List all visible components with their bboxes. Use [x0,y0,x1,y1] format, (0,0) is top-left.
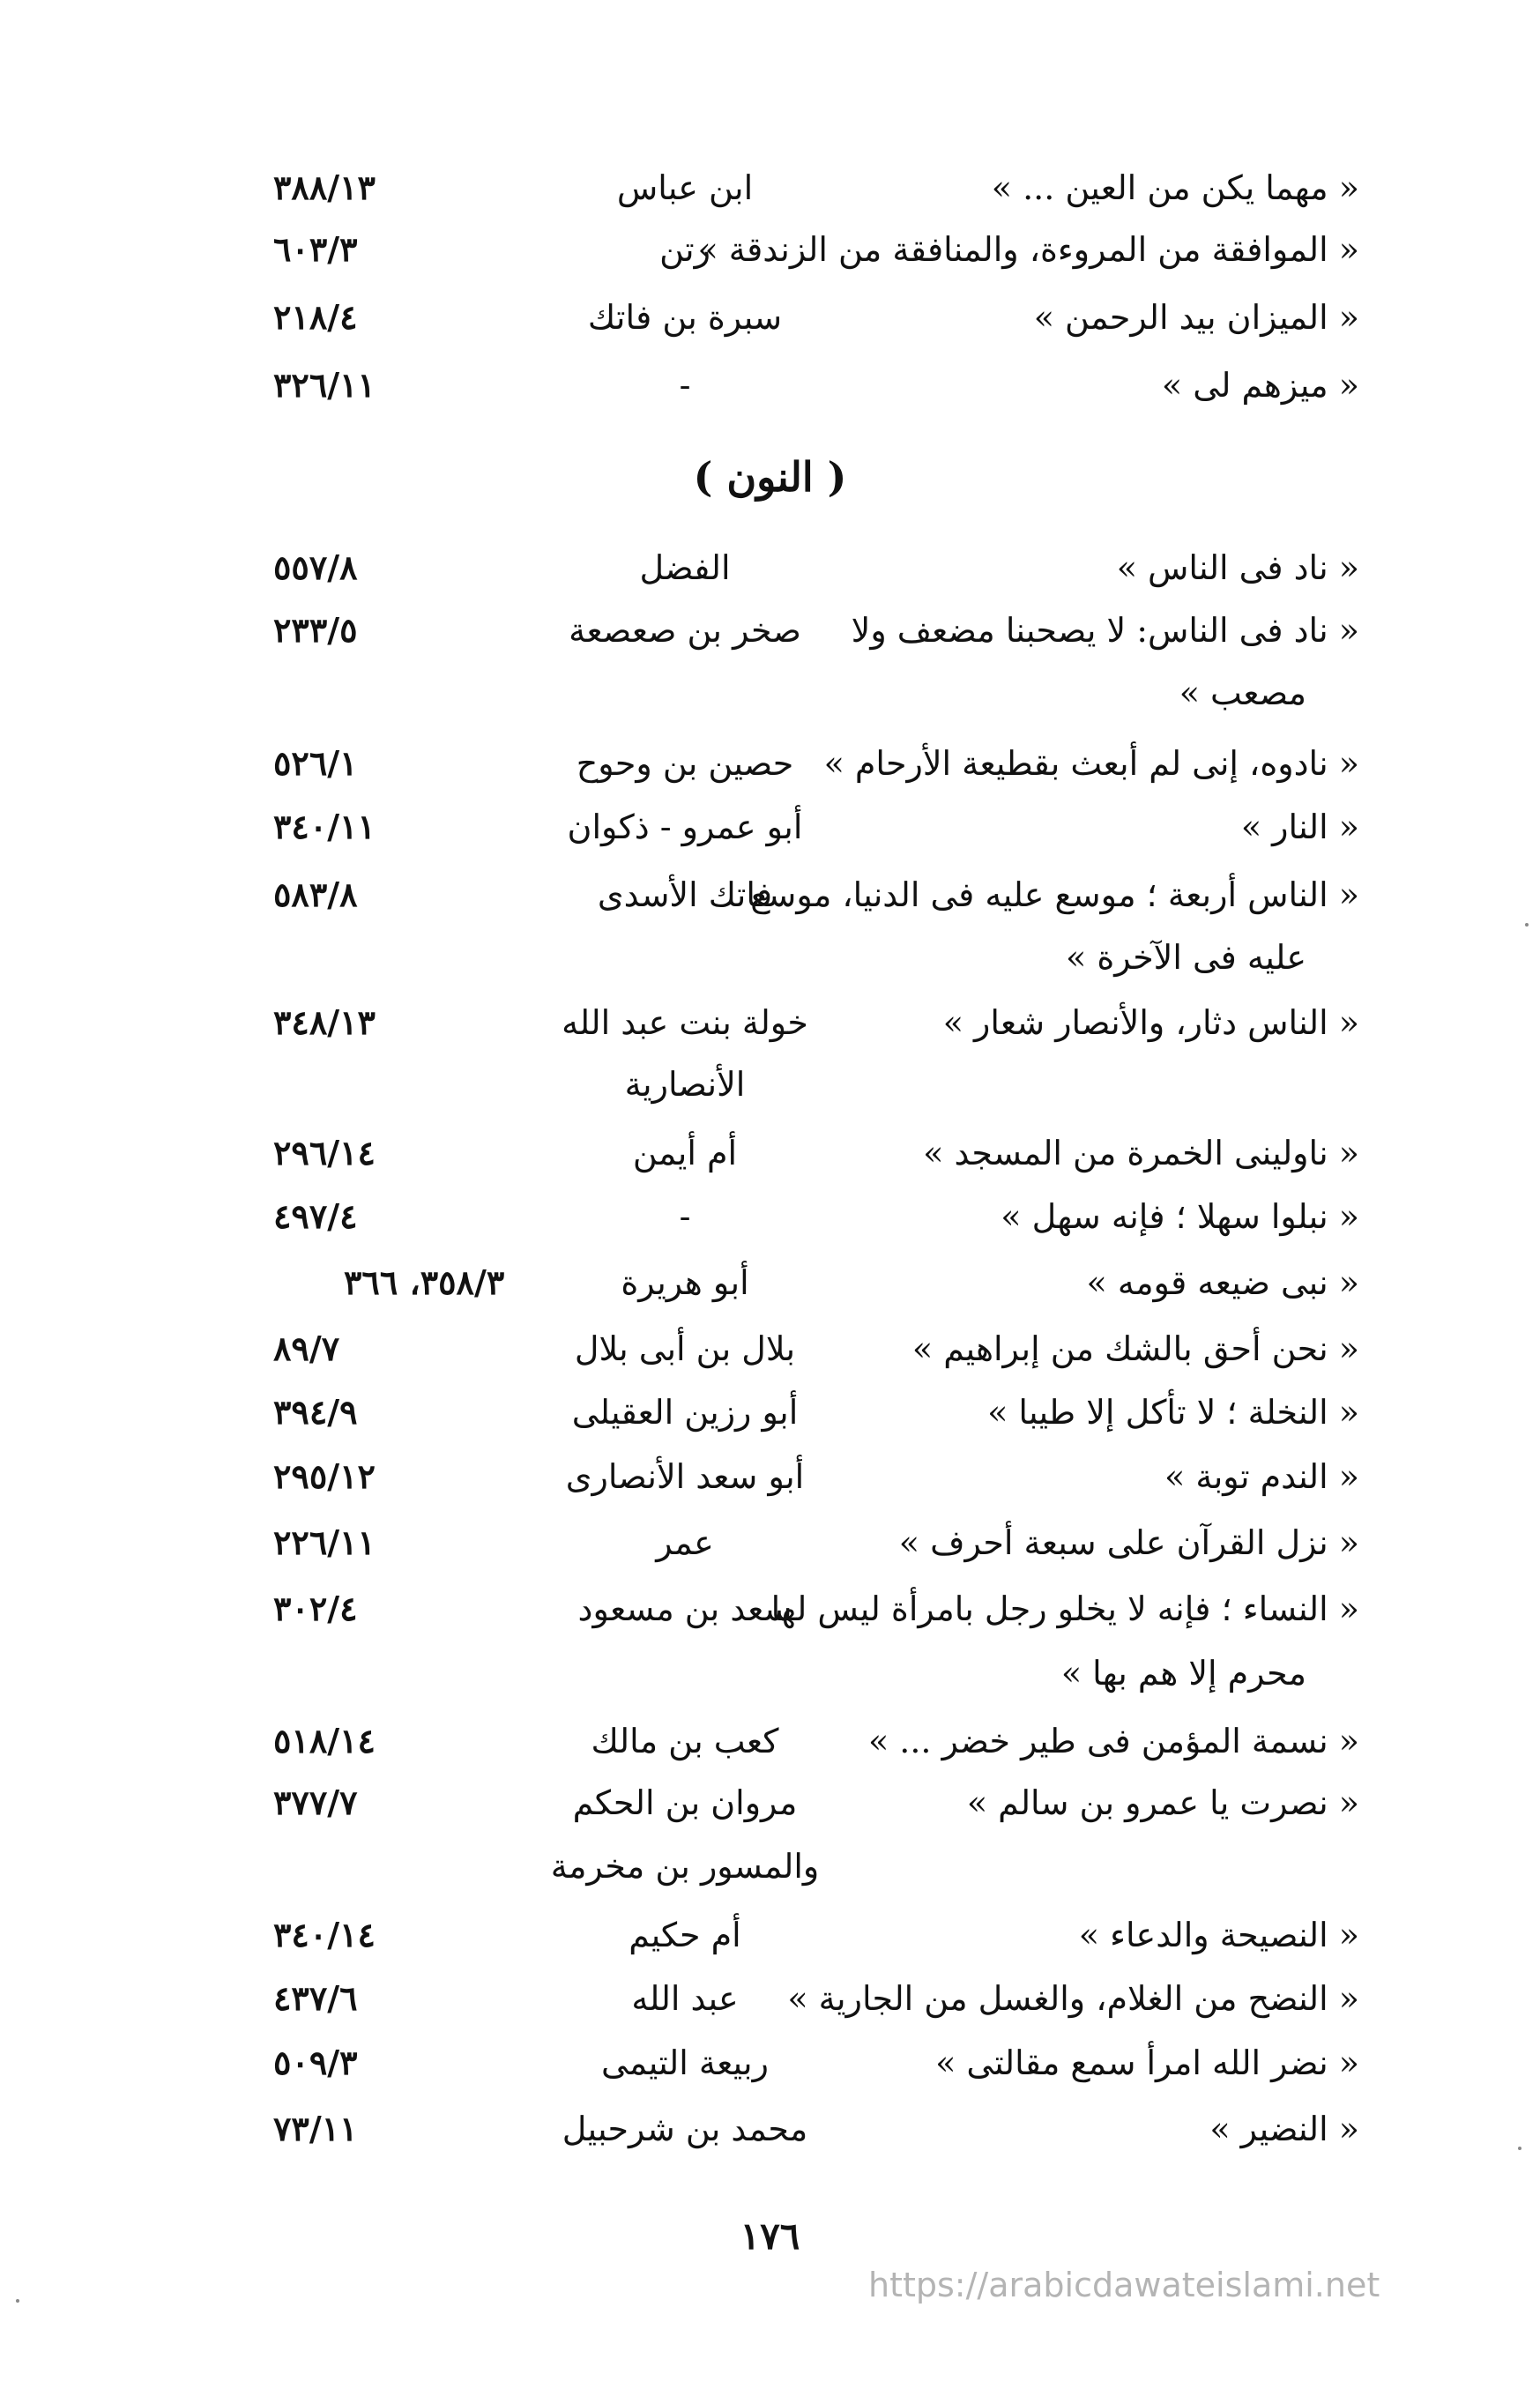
table-row [0,2036,1540,2089]
narrator: أم أيمن [632,1134,738,1172]
hadith-text-continued: محرم إلا هم بها » [1060,1654,1306,1693]
hadith-text: « ميزهم لى » [1161,366,1359,405]
narrator: أم حكيم [629,1916,741,1954]
scan-speck [1525,923,1529,927]
watermark-url: https://arabicdawateislami.net [868,2266,1380,2304]
reference: ٣٩٤/٩ [273,1392,358,1432]
narrator: حصين بن وحوح [576,744,794,783]
hadith-text: « ناد فى الناس: لا يصحبنا مضعف ولا [851,611,1359,650]
table-row [0,359,1540,412]
reference: ٥٨٣/٨ [273,875,358,914]
reference: ٣٠٢/٤ [273,1589,358,1628]
reference: ٨٩/٧ [273,1329,340,1368]
table-row [0,1322,1540,1375]
hadith-text: « ناولينى الخمرة من المسجد » [923,1134,1359,1172]
reference: ٢٩٦/١٤ [273,1133,376,1172]
reference: ٣٢٦/١١ [273,365,376,405]
hadith-text-continued: عليه فى الآخرة » [1065,938,1306,977]
reference: ٢١٨/٤ [273,297,358,337]
hadith-text: « مهما يكن من العين ... » [991,168,1359,207]
hadith-text: « النخلة ؛ لا تأكل إلا طيبا » [987,1393,1359,1432]
narrator: محمد بن شرحبيل [562,2110,808,2148]
reference: ٣٤٠/١١ [273,807,376,846]
narrator: كعب بن مالك [591,1722,779,1760]
narrator: أبو عمرو - ذكوان [567,808,803,846]
table-row [0,2103,1540,2155]
narrator: بلال بن أبى بلال [574,1329,796,1368]
table-row [0,1909,1540,1961]
hadith-text: « نبلوا سهلا ؛ فإنه سهل » [1001,1197,1359,1236]
narrator-continued: والمسور بن مخرمة [550,1847,820,1886]
hadith-text: « الموافقة من المروءة، والمنافقة من الزندقة » [697,230,1359,269]
table-row [0,868,1540,921]
table-row [0,1450,1540,1503]
reference: ٧٣/١١ [273,2109,358,2148]
table-row [0,223,1540,276]
narrator: سعد بن مسعود [577,1589,792,1628]
reference: ٣٥٨/٣، ٣٦٦ [344,1262,505,1302]
hadith-text: « الناس أربعة ؛ موسع عليه فى الدنيا، موسع [750,875,1359,914]
narrator: - [679,1197,691,1236]
hadith-text: « الناس دثار، والأنصار شعار » [942,1003,1359,1042]
narrator: الفضل [639,548,731,587]
table-row [0,1190,1540,1243]
reference: ٥١٨/١٤ [273,1721,376,1760]
narrator: رتن [659,230,710,269]
reference: ٣٤٠/١٤ [273,1915,376,1954]
scan-speck [1518,2147,1521,2150]
reference: ٥٢٦/١ [273,743,358,783]
hadith-text: « الندم توبة » [1164,1457,1359,1496]
table-row [0,800,1540,853]
reference: ٥٠٩/٣ [273,2043,358,2082]
narrator: صخر بن صعصعة [569,611,801,650]
hadith-text: « النار » [1240,808,1359,846]
hadith-text: « النساء ؛ فإنه لا يخلو رجل بامرأة ليس لها [770,1589,1359,1628]
table-row-continuation [0,1647,1540,1700]
narrator: ربيعة التيمى [601,2043,769,2082]
reference: ٦٠٣/٣ [273,229,358,269]
hadith-text: « النضح من الغلام، والغسل من الجارية » [787,1979,1359,2018]
narrator: عبد الله [631,1979,739,2018]
narrator: أبو رزين العقيلى [571,1393,799,1432]
reference: ٢٣٣/٥ [273,610,358,650]
reference: ٢٩٥/١٢ [273,1456,376,1496]
scan-speck [16,2299,19,2303]
table-row [0,1127,1540,1180]
table-row [0,1972,1540,2025]
narrator: مروان بن الحكم [572,1783,798,1822]
table-row-continuation [0,666,1540,719]
narrator: عمر [656,1523,714,1562]
reference: ٣٨٨/١٣ [273,167,376,207]
hadith-text: « نزل القرآن على سبعة أحرف » [898,1523,1359,1562]
hadith-text: « نصرت يا عمرو بن سالم » [966,1783,1359,1822]
hadith-text: « نسمة المؤمن فى طير خضر ... » [867,1722,1359,1760]
table-row [0,1582,1540,1635]
page-number: ١٧٦ [740,2214,800,2258]
table-row [0,604,1540,657]
narrator: - [679,366,691,405]
table-row [0,737,1540,790]
hadith-text: « نحن أحق بالشك من إبراهيم » [911,1329,1359,1368]
table-row [0,1516,1540,1569]
hadith-text: « النضير » [1209,2110,1359,2148]
narrator: أبو هريرة [621,1263,749,1302]
hadith-text-continued: مصعب » [1179,674,1306,712]
table-row [0,291,1540,344]
narrator: سبرة بن فاتك [587,298,783,337]
table-row [0,996,1540,1049]
reference: ٤٣٧/٦ [273,1978,358,2018]
table-row-continuation [0,931,1540,984]
narrator: فاتك الأسدى [597,875,773,914]
reference: ٥٥٧/٨ [273,547,358,587]
table-row [0,161,1540,214]
hadith-text: « النصيحة والدعاء » [1078,1916,1359,1954]
narrator-continued: الأنصارية [624,1065,746,1104]
narrator: خولة بنت عبد الله [562,1003,808,1042]
hadith-text: « نضر الله امرأ سمع مقالتى » [935,2043,1359,2082]
reference: ٤٩٧/٤ [273,1196,358,1236]
narrator: أبو سعد الأنصارى [565,1457,805,1496]
table-row-continuation [0,1058,1540,1111]
table-row [0,541,1540,594]
hadith-text: « الميزان بيد الرحمن » [1033,298,1359,337]
reference: ٣٤٨/١٣ [273,1002,376,1042]
table-row [0,1776,1540,1829]
hadith-text: « نبى ضيعه قومه » [1086,1263,1359,1302]
hadith-text: « ناد فى الناس » [1116,548,1359,587]
hadith-text: « نادوه، إنى لم أبعث بقطيعة الأرحام » [823,744,1359,783]
table-row [0,1386,1540,1439]
table-row [0,1715,1540,1768]
table-row [0,1256,1540,1309]
reference: ٢٢٦/١١ [273,1522,376,1562]
section-heading: ( النون ) [693,453,847,501]
table-row-continuation [0,1840,1540,1893]
narrator: ابن عباس [616,168,754,207]
reference: ٣٧٧/٧ [273,1783,358,1822]
